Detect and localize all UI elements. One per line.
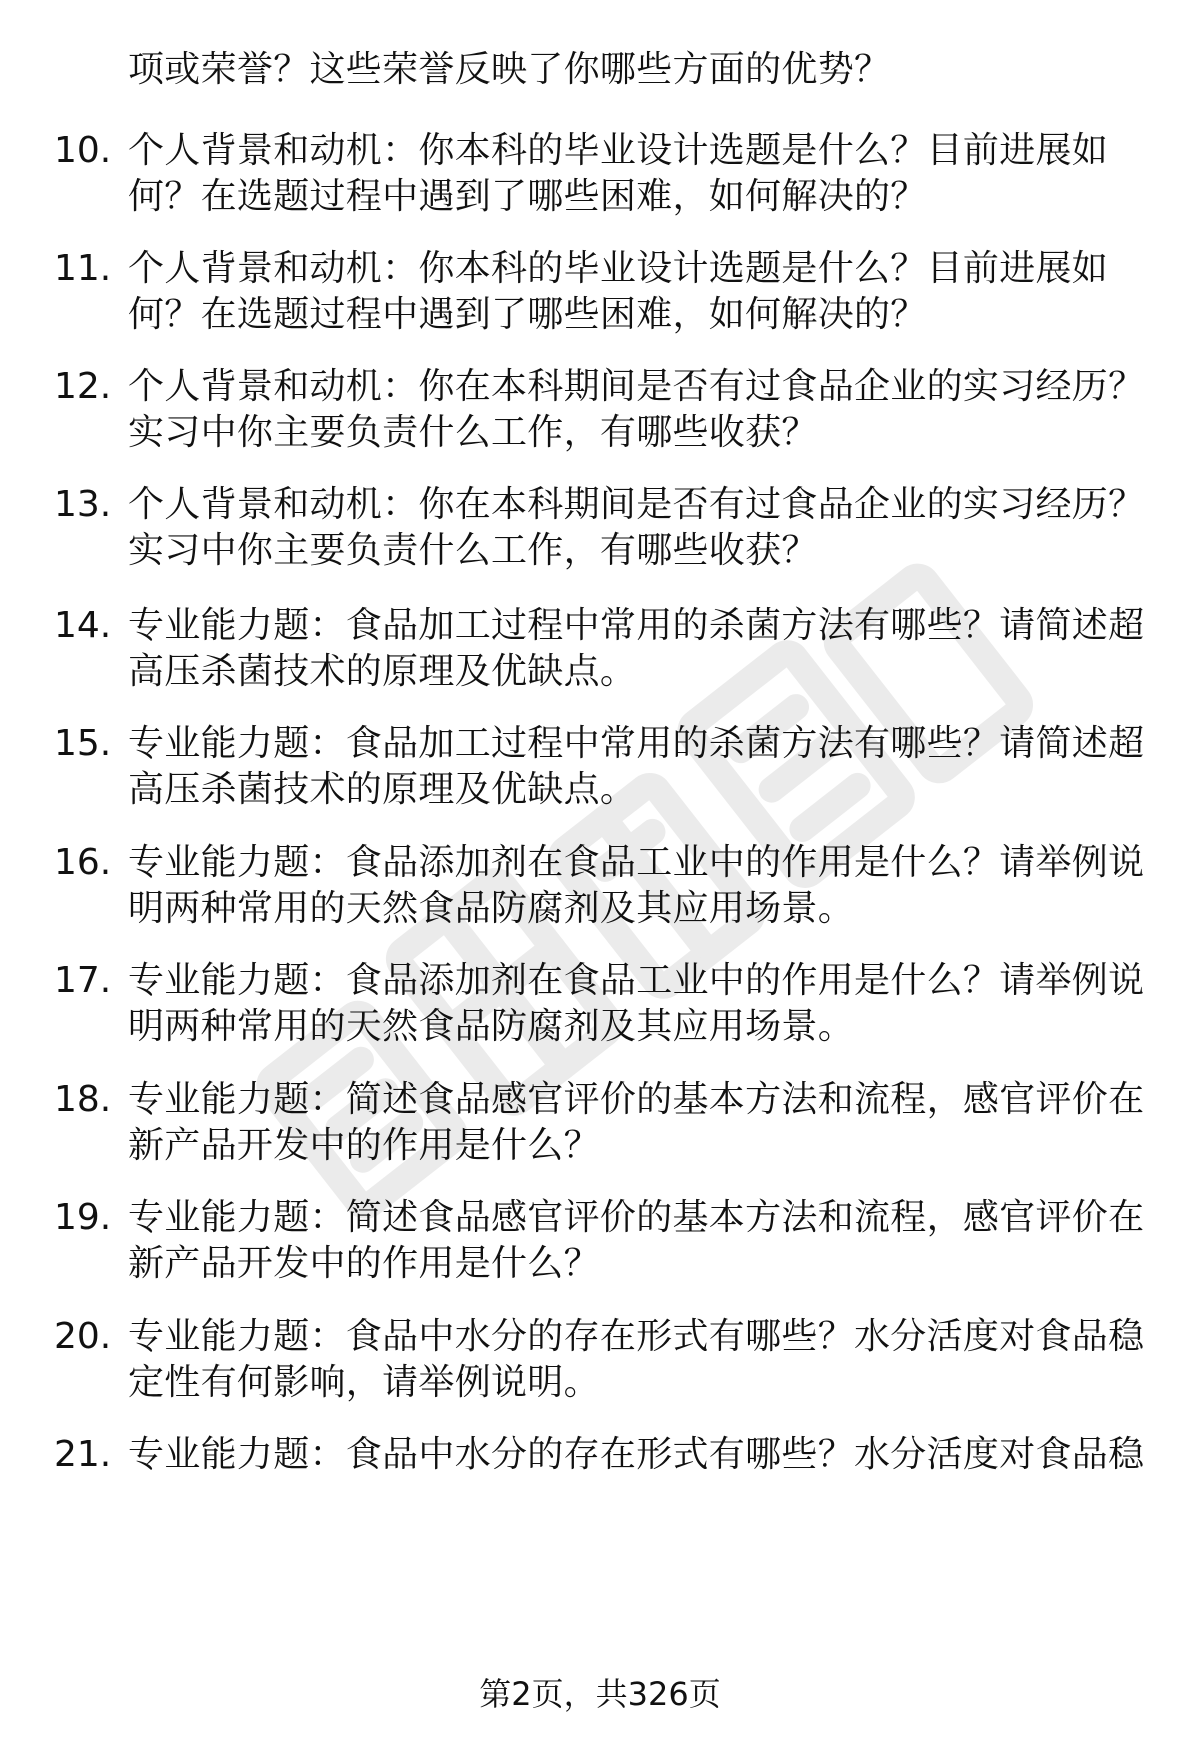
- item-text-line: 专业能力题：食品加工过程中常用的杀菌方法有哪些？请简述超: [128, 723, 1145, 764]
- item-number: 10.: [54, 130, 112, 171]
- item-text-line: 明两种常用的天然食品防腐剂及其应用场景。: [128, 888, 855, 929]
- item-number: 11.: [54, 248, 112, 289]
- item-number: 14.: [54, 605, 112, 646]
- item-text-line: 何？在选题过程中遇到了哪些困难，如何解决的？: [128, 294, 927, 335]
- continuation-line: 项或荣誉？这些荣誉反映了你哪些方面的优势？: [128, 49, 891, 90]
- item-number: 21.: [54, 1434, 112, 1475]
- item-text-line: 实习中你主要负责什么工作，有哪些收获？: [128, 412, 818, 453]
- item-text-line: 个人背景和动机：你在本科期间是否有过食品企业的实习经历？: [128, 366, 1145, 407]
- item-number: 15.: [54, 723, 112, 764]
- item-text-line: 高压杀菌技术的原理及优缺点。: [128, 769, 637, 810]
- item-text-line: 专业能力题：食品添加剂在食品工业中的作用是什么？请举例说: [128, 960, 1145, 1001]
- item-number: 16.: [54, 842, 112, 883]
- item-number: 19.: [54, 1197, 112, 1238]
- item-number: 17.: [54, 960, 112, 1001]
- item-text-line: 新产品开发中的作用是什么？: [128, 1243, 600, 1284]
- item-text-line: 专业能力题：食品中水分的存在形式有哪些？水分活度对食品稳: [128, 1316, 1145, 1357]
- item-number: 18.: [54, 1079, 112, 1120]
- item-text-line: 个人背景和动机：你在本科期间是否有过食品企业的实习经历？: [128, 484, 1145, 525]
- item-number: 20.: [54, 1316, 112, 1357]
- item-text-line: 个人背景和动机：你本科的毕业设计选题是什么？目前进展如: [128, 248, 1109, 289]
- item-text-line: 何？在选题过程中遇到了哪些困难，如何解决的？: [128, 176, 927, 217]
- item-number: 12.: [54, 366, 112, 407]
- item-text-line: 专业能力题：食品添加剂在食品工业中的作用是什么？请举例说: [128, 842, 1145, 883]
- item-text-line: 明两种常用的天然食品防腐剂及其应用场景。: [128, 1006, 855, 1047]
- item-text-line: 新产品开发中的作用是什么？: [128, 1125, 600, 1166]
- item-text-line: 个人背景和动机：你本科的毕业设计选题是什么？目前进展如: [128, 130, 1109, 171]
- item-text-line: 专业能力题：食品中水分的存在形式有哪些？水分活度对食品稳: [128, 1434, 1145, 1475]
- item-text-line: 专业能力题：简述食品感官评价的基本方法和流程，感官评价在: [128, 1079, 1145, 1120]
- item-text-line: 实习中你主要负责什么工作，有哪些收获？: [128, 530, 818, 571]
- page-footer: 第2页，共326页: [479, 1675, 721, 1713]
- item-text-line: 专业能力题：食品加工过程中常用的杀菌方法有哪些？请简述超: [128, 605, 1145, 646]
- item-text-line: 高压杀菌技术的原理及优缺点。: [128, 651, 637, 692]
- item-text-line: 专业能力题：简述食品感官评价的基本方法和流程，感官评价在: [128, 1197, 1145, 1238]
- item-text-line: 定性有何影响，请举例说明。: [128, 1362, 600, 1403]
- item-number: 13.: [54, 484, 112, 525]
